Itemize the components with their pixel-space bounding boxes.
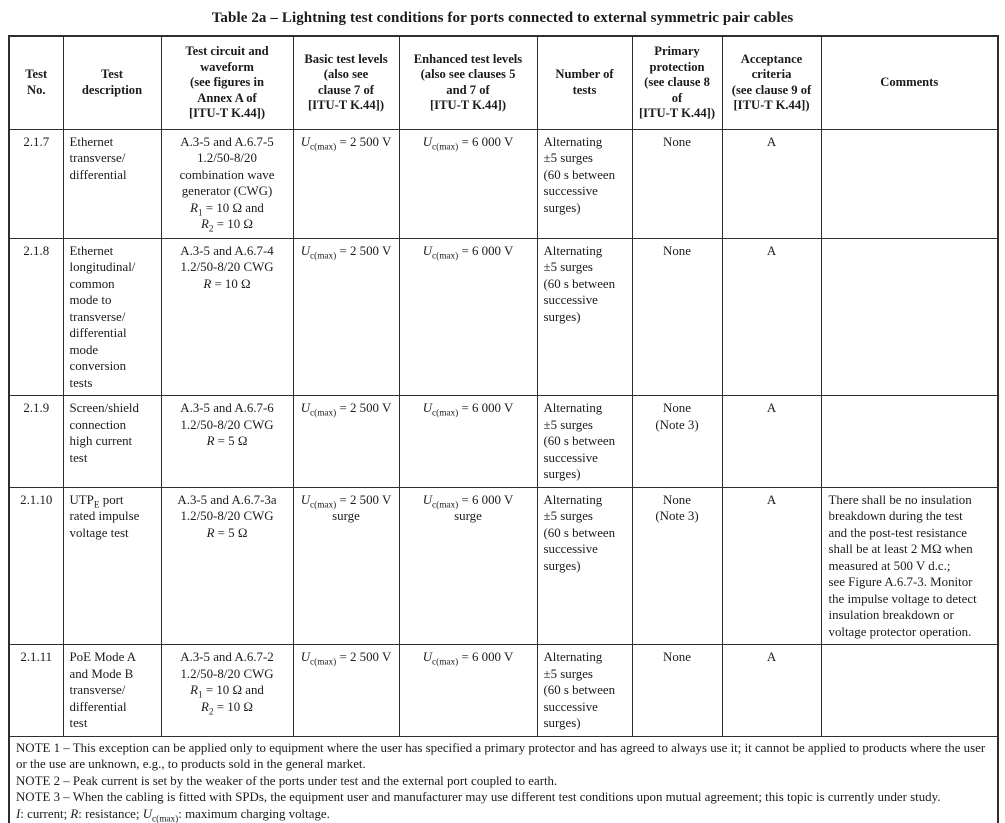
- column-header-primary-protection: Primary protection (see clause 8 of [ITU-T K.44]): [632, 36, 722, 129]
- cell-basic-level: $U_{c(max)} = 2$ 500 V: [293, 238, 399, 396]
- cell-acceptance: A: [722, 645, 821, 737]
- table-caption: Table 2a – Lightning test conditions for ports connected to external symmetric pair cables: [211, 10, 794, 26]
- cell-comments: [821, 129, 998, 238]
- cell-primary-protection: None (Note 3): [632, 487, 722, 645]
- cell-basic-level: $U_{c(max)} = 2$ 500 V surge: [293, 487, 399, 645]
- cell-description: Ethernet longitudinal/ common mode to transverse/ differential mode conversion tests: [63, 238, 161, 396]
- cell-number-of-tests: Alternating ±5 surges (60 s between successive surges): [537, 238, 632, 396]
- cell-circuit: A.3-5 and A.6.7-3a 1.2/50-8/20 CWG R = 5 Ω: [161, 487, 293, 645]
- cell-number-of-tests: Alternating ±5 surges (60 s between successive surges): [537, 396, 632, 488]
- cell-comments: [821, 238, 998, 396]
- cell-number-of-tests: Alternating ±5 surges (60 s between successive surges): [537, 129, 632, 238]
- cell-enhanced-level: $U_{c(max)} = 6$ 000 V: [399, 396, 537, 488]
- cell-test-no: 2.1.10: [9, 487, 63, 645]
- cell-acceptance: A: [722, 129, 821, 238]
- cell-description: Screen/shield connection high current test: [63, 396, 161, 488]
- cell-test-no: 2.1.9: [9, 396, 63, 488]
- cell-test-no: 2.1.7: [9, 129, 63, 238]
- note-3: NOTE 3 – When the cabling is fitted with SPDs, the equipment user and manufacturer may use different test conditions upon mutual agreement; this topic is currently under study.: [16, 790, 941, 804]
- cell-description: $UTP_E$ port rated impulse voltage test: [63, 487, 161, 645]
- cell-test-no: 2.1.8: [9, 238, 63, 396]
- cell-description: PoE Mode A and Mode B transverse/ differential test: [63, 645, 161, 737]
- cell-description: Ethernet transverse/ differential: [63, 129, 161, 238]
- column-header-circuit: Test circuit and waveform (see figures in Annex A of [ITU-T K.44]): [161, 36, 293, 129]
- column-header-number-of-tests: Number of tests: [537, 36, 632, 129]
- header-row: [9, 36, 998, 129]
- cell-acceptance: A: [722, 238, 821, 396]
- table-row-2-1-11: [9, 645, 998, 737]
- table-row-2-1-7: [9, 129, 998, 238]
- cell-number-of-tests: Alternating ±5 surges (60 s between successive surges): [537, 645, 632, 737]
- cell-enhanced-level: $U_{c(max)} = 6$ 000 V: [399, 238, 537, 396]
- table-row-2-1-10: [9, 487, 998, 645]
- column-header-basic-levels: Basic test levels (also see clause 7 of [ITU-T K.44]): [293, 36, 399, 129]
- cell-primary-protection: None: [632, 238, 722, 396]
- cell-primary-protection: None: [632, 645, 722, 737]
- note-2: NOTE 2 – Peak current is set by the weaker of the ports under test and the external port coupled to earth.: [16, 773, 558, 788]
- column-header-test-no: Test No.: [9, 36, 63, 129]
- cell-basic-level: $U_{c(max)} = 2$ 500 V: [293, 396, 399, 488]
- cell-number-of-tests: Alternating ±5 surges (60 s between successive surges): [537, 487, 632, 645]
- cell-basic-level: $U_{c(max)} = 2$ 500 V: [293, 645, 399, 737]
- cell-circuit: A.3-5 and A.6.7-2 1.2/50-8/20 CWG $R_1 = 10$ Ω and $R_2 = 10$ Ω: [161, 645, 293, 737]
- cell-circuit: A.3-5 and A.6.7-4 1.2/50-8/20 CWG R = 10 Ω: [161, 238, 293, 396]
- cell-test-no: 2.1.11: [9, 645, 63, 737]
- cell-comments: [821, 396, 998, 488]
- cell-enhanced-level: $U_{c(max)} = 6$ 000 V surge: [399, 487, 537, 645]
- column-header-enhanced-levels: Enhanced test levels (also see clauses 5 and 7 of [ITU-T K.44]): [399, 36, 537, 129]
- cell-primary-protection: None (Note 3): [632, 396, 722, 488]
- cell-comments: [821, 645, 998, 737]
- cell-enhanced-level: $U_{c(max)} = 6$ 000 V: [399, 129, 537, 238]
- cell-acceptance: A: [722, 396, 821, 488]
- cell-enhanced-level: $U_{c(max)} = 6$ 000 V: [399, 645, 537, 737]
- column-header-comments: Comments: [821, 36, 998, 129]
- notes-cell: [9, 736, 998, 823]
- cell-basic-level: $U_{c(max)} = 2$ 500 V: [293, 129, 399, 238]
- lightning-test-conditions-table: [8, 35, 999, 823]
- abbreviations-note: I: current; R: resistance; $U_{c(max)}$: maximum charging voltage.: [16, 806, 330, 823]
- cell-comments: There shall be no insulation breakdown during the test and the post-test resistance shall be at least 2 MΩ when measured at 500 V d.c.; see Figure A.6.7-3. Monitor the impulse voltage to detect insulation breakdown or voltage protector operation.: [821, 487, 998, 645]
- table-row-2-1-9: [9, 396, 998, 488]
- column-header-description: Test description: [63, 36, 161, 129]
- cell-primary-protection: None: [632, 129, 722, 238]
- cell-circuit: A.3-5 and A.6.7-5 1.2/50-8/20 combination wave generator (CWG) $R_1 = 10$ Ω and $R_2 = 10$ Ω: [161, 129, 293, 238]
- column-header-acceptance-criteria: Acceptance criteria (see clause 9 of [ITU-T K.44]): [722, 36, 821, 129]
- note-1: NOTE 1 – This exception can be applied only to equipment where the user has specified a primary protector and has agreed to always use it; it cannot be applied to products where the user or the use are unknown, e.g., to products sold in the general market.: [16, 740, 986, 771]
- cell-circuit: A.3-5 and A.6.7-6 1.2/50-8/20 CWG R = 5 Ω: [161, 396, 293, 488]
- table-row-2-1-8: [9, 238, 998, 396]
- cell-acceptance: A: [722, 487, 821, 645]
- notes-row: [9, 736, 998, 823]
